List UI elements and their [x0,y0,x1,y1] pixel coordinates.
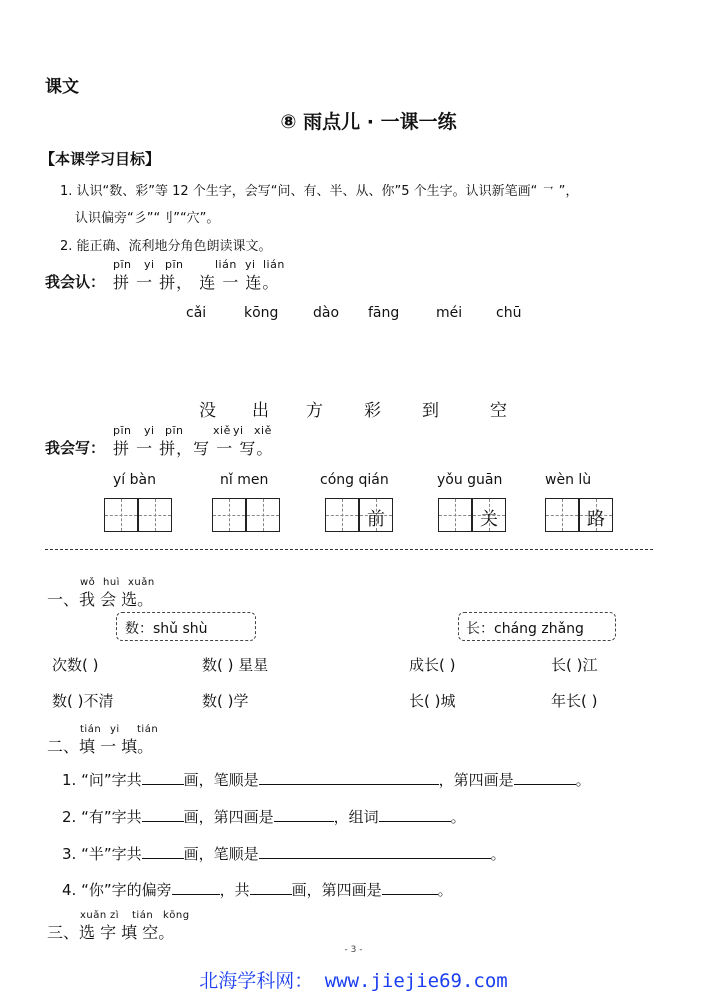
page-title: ⑧ 雨点儿 · 一课一练 [280,111,457,133]
choice-item[interactable]: 成长( ) [409,656,456,674]
fill-item-1: 1. “问”字共 画，笔顺是 ，第四画是 。 [62,768,591,790]
answer-blank[interactable] [259,768,439,785]
group-pinyin: nǐ men [220,472,269,488]
writing-cell[interactable] [104,498,138,532]
recognize-label: 我会认： [45,273,106,291]
answer-blank[interactable] [142,768,184,785]
writing-cell[interactable] [325,498,359,532]
writing-cell[interactable] [138,498,172,532]
goal-item-2: 2. 能正确、流利地分角色朗读课文。 [60,239,272,254]
writing-cell[interactable] [212,498,246,532]
q1-options-box-right [458,612,616,641]
writing-cell[interactable]: 路 [579,498,613,532]
choice-item[interactable]: 数( ) 星星 [202,656,269,674]
char-item: 空 [490,401,507,421]
char-item: 没 [199,401,216,421]
write-label: 我会写： [45,439,106,457]
writing-cell[interactable] [545,498,579,532]
answer-blank[interactable] [259,842,491,859]
pinyin-item: fāng [368,305,400,321]
writing-cell[interactable]: 前 [359,498,393,532]
choice-item[interactable]: 长( )城 [409,692,456,710]
answer-blank[interactable] [382,878,438,895]
group-pinyin: cóng qián [320,472,389,488]
recognize-text: 拼 一 拼， 连 一 连。 [113,273,280,292]
char-item: 方 [306,401,323,421]
writing-cell[interactable]: 关 [472,498,506,532]
answer-blank[interactable] [250,878,292,895]
char-item: 出 [252,401,269,421]
pinyin-item: chū [496,305,522,321]
goals-heading: 【本课学习目标】 [40,150,161,168]
group-pinyin: yǒu guān [437,472,503,488]
answer-blank[interactable] [142,842,184,859]
choice-item[interactable]: 年长( ) [551,692,598,710]
answer-blank[interactable] [274,805,334,822]
pinyin-item: cǎi [186,305,207,321]
pinyin-item: dào [313,305,340,321]
section-label: 课文 [45,77,79,97]
writing-cell[interactable] [246,498,280,532]
group-pinyin: yí bàn [113,472,156,488]
pinyin-item: méi [436,305,463,321]
option-text: 数：shǔ shù [125,621,208,637]
answer-blank[interactable] [172,878,220,895]
char-item: 彩 [364,401,381,421]
choice-item[interactable]: 数( )不清 [52,692,114,710]
q1-options-box-left [116,612,256,641]
write-text: 拼 一 拼，写 一 写。 [113,439,274,458]
group-pinyin: wèn lù [545,472,592,488]
answer-blank[interactable] [514,768,576,785]
option-text: 长：cháng zhǎng [466,621,584,637]
fill-item-3: 3. “半”字共 画，笔顺是 。 [62,842,506,864]
q2-label: 二、填 一 填。 [47,737,154,756]
answer-blank[interactable] [379,805,451,822]
goal-item-1-cont: 认识偏旁“彡”“刂”“穴”。 [75,211,220,226]
pinyin-item: kōng [244,305,279,321]
fill-item-4: 4. “你”字的偏旁 ，共 画，第四画是 。 [62,878,453,900]
footer-watermark: 北海学科网： www.jiejie69.com [199,970,508,992]
page-number: - 3 - [344,945,363,955]
choice-item[interactable]: 次数( ) [52,656,99,674]
choice-item[interactable]: 数( )学 [202,692,249,710]
q3-label: 三、选 字 填 空。 [47,923,175,942]
writing-cell[interactable] [438,498,472,532]
answer-blank[interactable] [142,805,184,822]
section-divider [45,549,653,550]
q1-label: 一、我 会 选。 [47,590,154,609]
fill-item-2: 2. “有”字共 画，第四画是 ，组词 。 [62,805,466,827]
choice-item[interactable]: 长( )江 [551,656,598,674]
goal-item-1: 1. 认识“数、彩”等 12 个生字，会写“问、有、半、从、你”5 个生字。认识新笔画“ ㇖ ”， [60,184,579,199]
char-item: 到 [422,401,439,421]
